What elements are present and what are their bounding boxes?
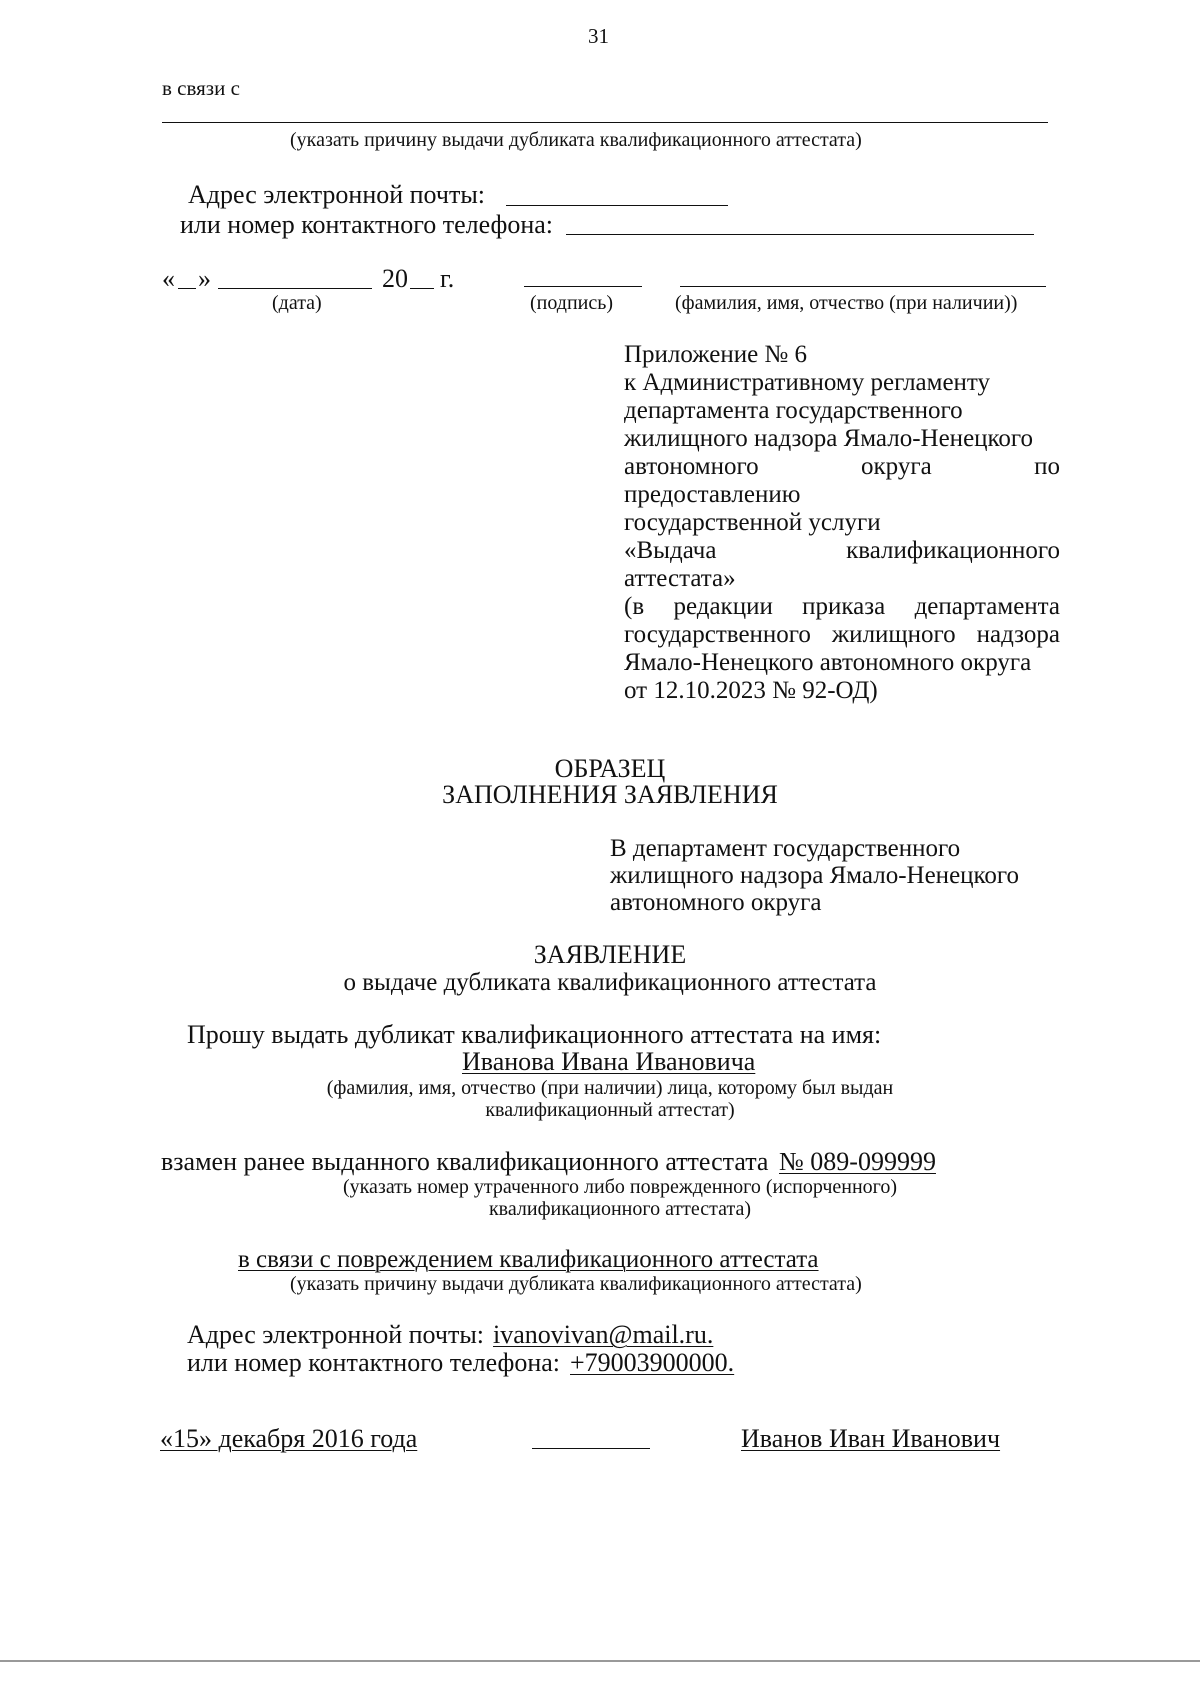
email-label: Адрес электронной почты: [187, 1320, 485, 1349]
number-hint: (указать номер утраченного либо поврежденного (испорченного) [342, 1176, 898, 1198]
addressee-line: автономного округа [610, 889, 822, 916]
email-label: Адрес электронной почты: [188, 180, 486, 209]
phone-label: или номер контактного телефона: [187, 1348, 561, 1377]
reason-value: в связи с повреждением квалификационного аттестата [238, 1246, 819, 1273]
appendix-line: департамента государственного [624, 397, 963, 424]
statement-title: ЗАЯВЛЕНИЕ [533, 940, 687, 969]
appendix-line: государственной услуги [624, 509, 881, 536]
reason-hint: (указать причину выдачи дубликата квалификационного аттестата) [290, 129, 862, 151]
phone-value: +79003900000. [570, 1348, 735, 1377]
appendix-line: Приложение № 6 [624, 341, 808, 368]
phone-label: или номер контактного телефона: [180, 210, 554, 239]
appendix-line: к Административному регламенту [624, 369, 991, 396]
month-blank-line [218, 288, 372, 289]
signature-hint: (подпись) [530, 292, 614, 314]
date-quote-close: » [198, 264, 211, 293]
year-prefix: 20 [382, 264, 408, 293]
appendix-line: предоставлению [624, 481, 801, 508]
appendix-line: автономного округа по [624, 453, 1060, 480]
certificate-number: № 089-099999 [779, 1147, 936, 1176]
year-blank-line [410, 288, 434, 289]
page-edge-line [0, 1660, 1200, 1662]
fio-blank-line [680, 286, 1046, 287]
date-hint: (дата) [272, 292, 322, 314]
appendix-block [624, 340, 1060, 704]
addressee-line: жилищного надзора Ямало-Ненецкого [610, 862, 1020, 889]
phone-blank-line [566, 234, 1034, 235]
appendix-line: (в редакции приказа департамента [624, 593, 1060, 620]
appendix-line: аттестата» [624, 565, 736, 592]
replace-text: взамен ранее выданного квалификационного аттестата [161, 1147, 769, 1176]
sample-title: ОБРАЗЕЦ [554, 754, 666, 783]
signature-blank-line [524, 286, 642, 287]
number-hint: квалификационного аттестата) [488, 1198, 752, 1220]
statement-subtitle: о выдаче дубликата квалификационного аттестата [343, 969, 877, 996]
request-text: Прошу выдать дубликат квалификационного аттестата на имя: [187, 1020, 882, 1049]
day-blank-line [178, 288, 196, 289]
appendix-line: государственного жилищного надзора [624, 621, 1060, 648]
appendix-line: жилищного надзора Ямало-Ненецкого [624, 425, 1034, 452]
page-number: 31 [588, 24, 609, 48]
sample-subtitle: ЗАПОЛНЕНИЯ ЗАЯВЛЕНИЯ [442, 780, 778, 809]
appendix-line: Ямало-Ненецкого автономного округа [624, 649, 1032, 676]
signer-name: Иванов Иван Иванович [741, 1424, 1001, 1453]
year-suffix: г. [440, 264, 455, 293]
applicant-name: Иванова Ивана Ивановича [462, 1047, 756, 1076]
name-hint: (фамилия, имя, отчество (при наличии) лица, которому был выдан [326, 1077, 894, 1099]
addressee-line: В департамент государственного [610, 835, 961, 862]
in-connection-label: в связи с [162, 76, 240, 100]
date-quote-open: « [162, 264, 175, 293]
name-hint: квалификационный аттестат) [485, 1099, 735, 1121]
reason-hint: (указать причину выдачи дубликата квалификационного аттестата) [290, 1273, 862, 1295]
appendix-line: «Выдача квалификационного [624, 537, 1060, 564]
reason-blank-line [162, 122, 1048, 123]
signature-line [532, 1448, 650, 1449]
email-blank-line [506, 205, 728, 206]
appendix-line: от 12.10.2023 № 92-ОД) [624, 677, 878, 704]
email-value: ivanovivan@mail.ru. [493, 1320, 714, 1349]
fio-hint: (фамилия, имя, отчество (при наличии)) [675, 292, 1018, 314]
date-value: «15» декабря 2016 года [160, 1424, 418, 1453]
